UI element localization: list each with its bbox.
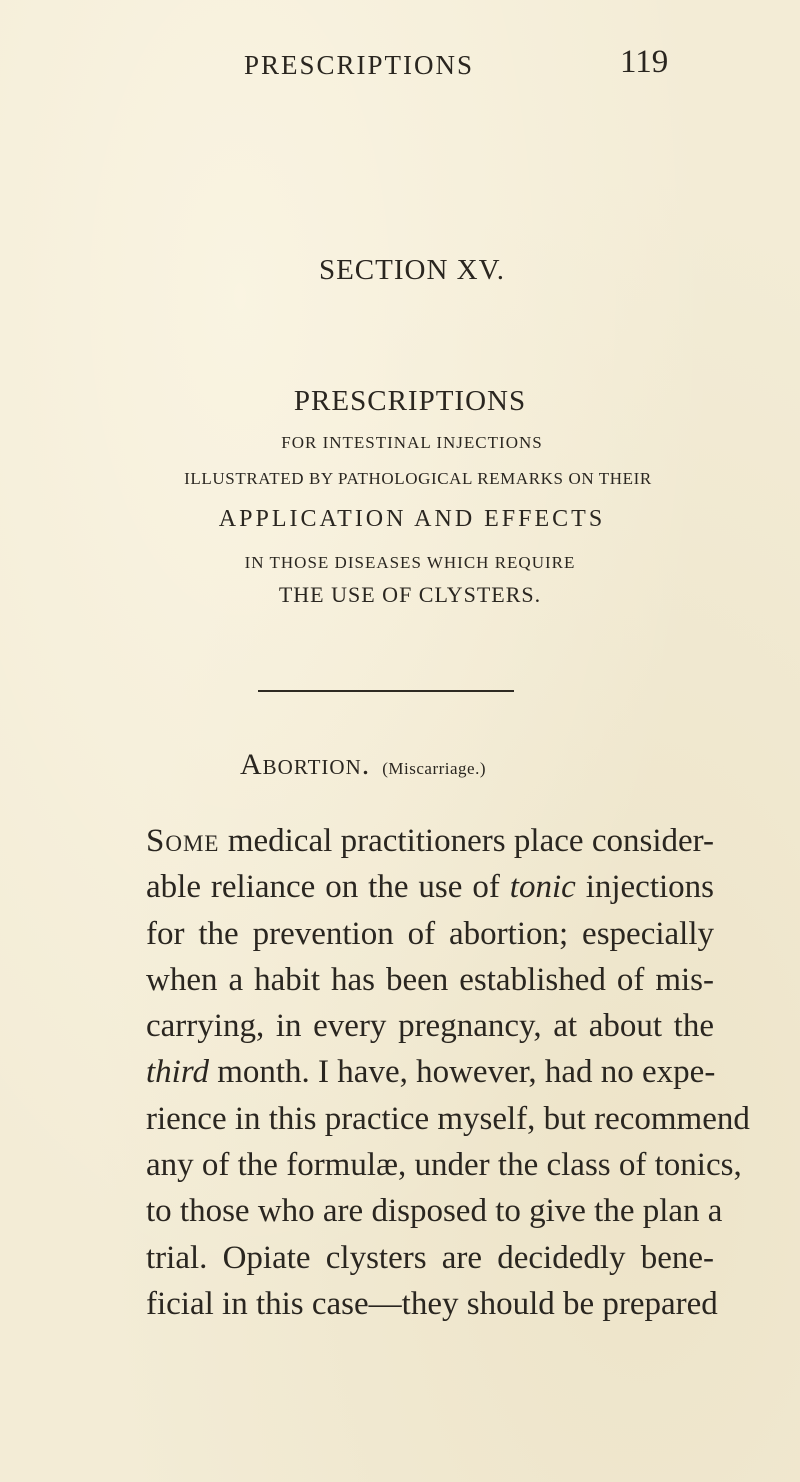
body-line: when a habit has been established of mis- <box>146 961 714 998</box>
heading-subtitle-2: ILLUSTRATED BY PATHOLOGICAL REMARKS ON THEIR <box>184 469 652 488</box>
heading-subtitle-1: FOR INTESTINAL INJECTIONS <box>281 433 543 452</box>
heading-main: PRESCRIPTIONS <box>293 385 527 417</box>
body-line: any of the formulæ, under the class of tonics, <box>146 1147 742 1184</box>
body-italic-word: tonic <box>509 869 576 906</box>
body-line: carrying, in every pregnancy, at about the <box>146 1008 714 1045</box>
running-head: PRESCRIPTIONS <box>244 50 475 80</box>
body-paragraph <box>146 818 750 1327</box>
horizontal-rule <box>258 690 514 692</box>
body-line <box>146 818 714 864</box>
page-number: 119 <box>620 44 669 80</box>
body-lead-word: Some <box>146 823 220 859</box>
body-line <box>146 864 714 910</box>
body-italic-word: third <box>146 1054 209 1091</box>
section-title: SECTION XV. <box>318 254 506 286</box>
subject-title: Abortion. <box>240 748 371 781</box>
heading-subtitle-4: IN THOSE DISEASES WHICH REQUIRE <box>244 553 576 572</box>
body-line <box>146 1049 714 1095</box>
heading-subtitle-3: APPLICATION AND EFFECTS <box>218 506 606 532</box>
body-line-text: injections <box>575 869 715 906</box>
body-line: trial. Opiate clysters are decidedly bene- <box>146 1239 714 1276</box>
body-line-text: medical practitioners place consider- <box>219 823 714 859</box>
body-line-text: able reliance on the use of <box>146 869 510 906</box>
body-line: to those who are disposed to give the plan a <box>146 1193 723 1230</box>
body-line-text: month. I have, however, had no expe- <box>208 1054 716 1091</box>
heading-subtitle-5: THE USE OF CLYSTERS. <box>278 582 542 607</box>
subject-note: (Miscarriage.) <box>382 759 487 778</box>
body-line: for the prevention of abortion; especially <box>146 915 714 952</box>
body-line: rience in this practice myself, but recommend <box>146 1100 750 1137</box>
body-line: ficial in this case—they should be prepared <box>146 1285 718 1322</box>
subject-heading <box>240 748 486 782</box>
